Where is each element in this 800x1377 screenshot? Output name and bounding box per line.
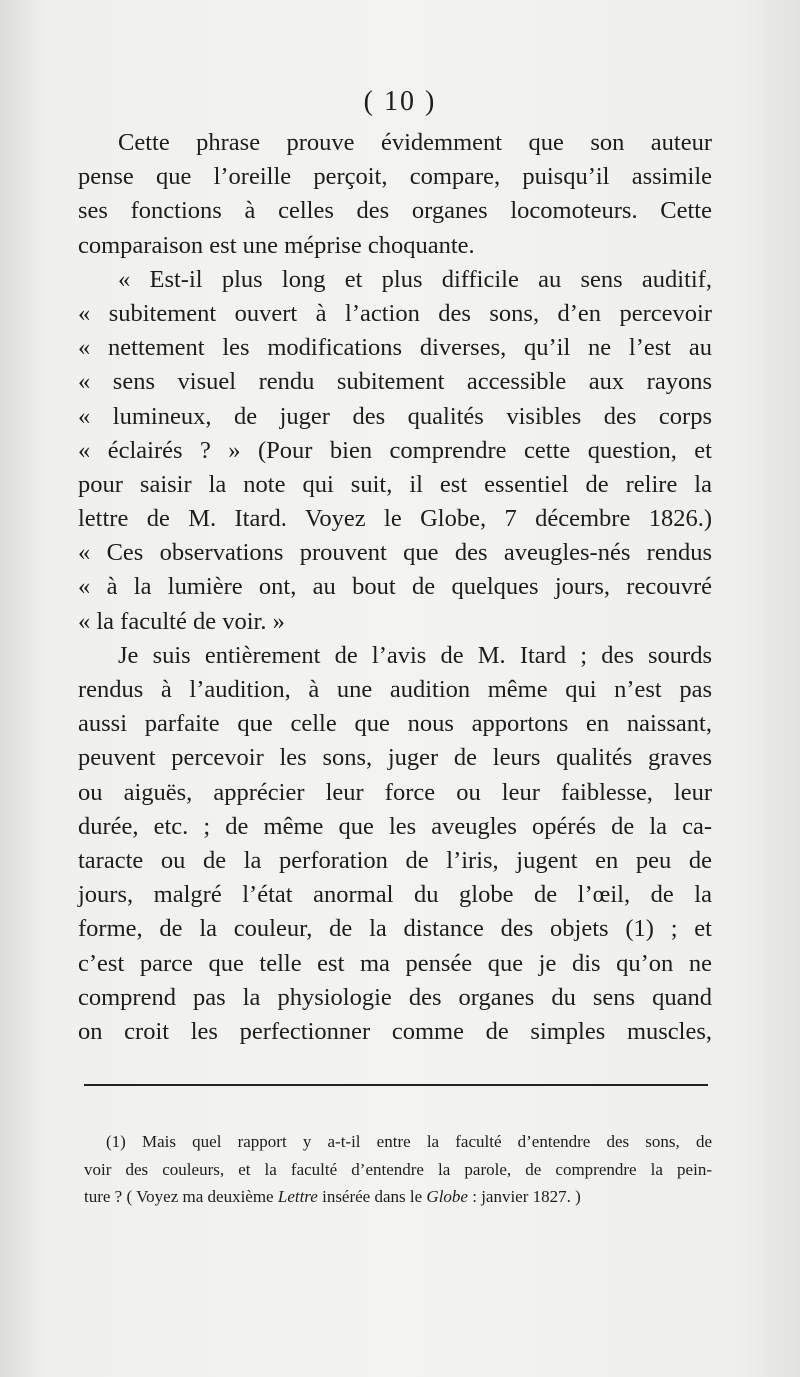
text-line: pour saisir la note qui suit, il est essentiel de relire la [78, 470, 712, 498]
page-number: ( 10 ) [363, 86, 437, 117]
text-line: « Ces observations prouvent que des aveugles-nés rendus [78, 539, 712, 567]
text-line: ou aiguës, apprécier leur force ou leur faiblesse, leur [78, 778, 712, 806]
text-line: comprend pas la physiologie des organes du sens quand [78, 983, 712, 1011]
text-line: Cette phrase prouve évidemment que son auteur [118, 129, 712, 156]
text-line: « la faculté de voir. » [78, 607, 285, 635]
text-line: Je suis entièrement de l’avis de M. Itard ; des sourds [118, 641, 712, 669]
footnote-text: ture ? ( Voyez ma deuxième [84, 1187, 278, 1206]
text-line: durée, etc. ; de même que les aveugles opérés de la ca- [78, 812, 712, 840]
footnote-line: (1) Mais quel rapport y a-t-il entre la faculté d’entendre des sons, de [106, 1132, 712, 1151]
text-line: lettre de M. Itard. Voyez le Globe, 7 décembre 1826.) [78, 505, 712, 533]
text-line: forme, de la couleur, de la distance des objets (1) ; et [78, 915, 712, 943]
text-line: « subitement ouvert à l’action des sons, d’en percevoir [78, 299, 712, 327]
footnote-rule [84, 1084, 708, 1086]
footnote-text: : janvier 1827. ) [467, 1187, 581, 1206]
text-line: « lumineux, de juger des qualités visibles des corps [78, 402, 712, 430]
text-line: c’est parce que telle est ma pensée que je dis qu’on ne [78, 949, 712, 977]
text-line: on croit les perfectionner comme de simples muscles, [78, 1017, 712, 1045]
text-line: « Est-il plus long et plus difficile au sens auditif, [118, 265, 712, 293]
footnote-text: insérée dans le [317, 1187, 427, 1206]
main-text [78, 126, 712, 1049]
text-line: « éclairés ? » (Pour bien comprendre cette question, et [78, 436, 712, 464]
text-line: taracte ou de la perforation de l’iris, jugent en peu de [78, 846, 712, 874]
footnote-italic-globe: Globe [426, 1187, 468, 1206]
text-line: « sens visuel rendu subitement accessible aux rayons [78, 368, 712, 396]
text-line: « nettement les modifications diverses, qu’il ne l’est au [78, 334, 712, 362]
text-line: « à la lumière ont, au bout de quelques jours, recouvré [78, 573, 712, 601]
text-line: pense que l’oreille perçoit, compare, puisqu’il assimile [78, 163, 712, 191]
text-line: jours, malgré l’état anormal du globe de l’œil, de la [78, 881, 712, 909]
text-line: rendus à l’audition, à une audition même qui n’est pas [78, 676, 712, 703]
footnote-line-last [84, 1183, 712, 1211]
footnote [84, 1128, 712, 1211]
footnote-italic-lettre: Lettre [277, 1187, 318, 1206]
text-line: peuvent percevoir les sons, juger de leurs qualités graves [78, 744, 712, 772]
text-line: ses fonctions à celles des organes locomoteurs. Cette [78, 197, 712, 225]
text-line: aussi parfaite que celle que nous apportons en naissant, [78, 710, 712, 738]
footnote-line: voir des couleurs, et la faculté d’entendre la parole, de comprendre la pein- [84, 1159, 712, 1179]
text-line: comparaison est une méprise choquante. [78, 231, 475, 259]
